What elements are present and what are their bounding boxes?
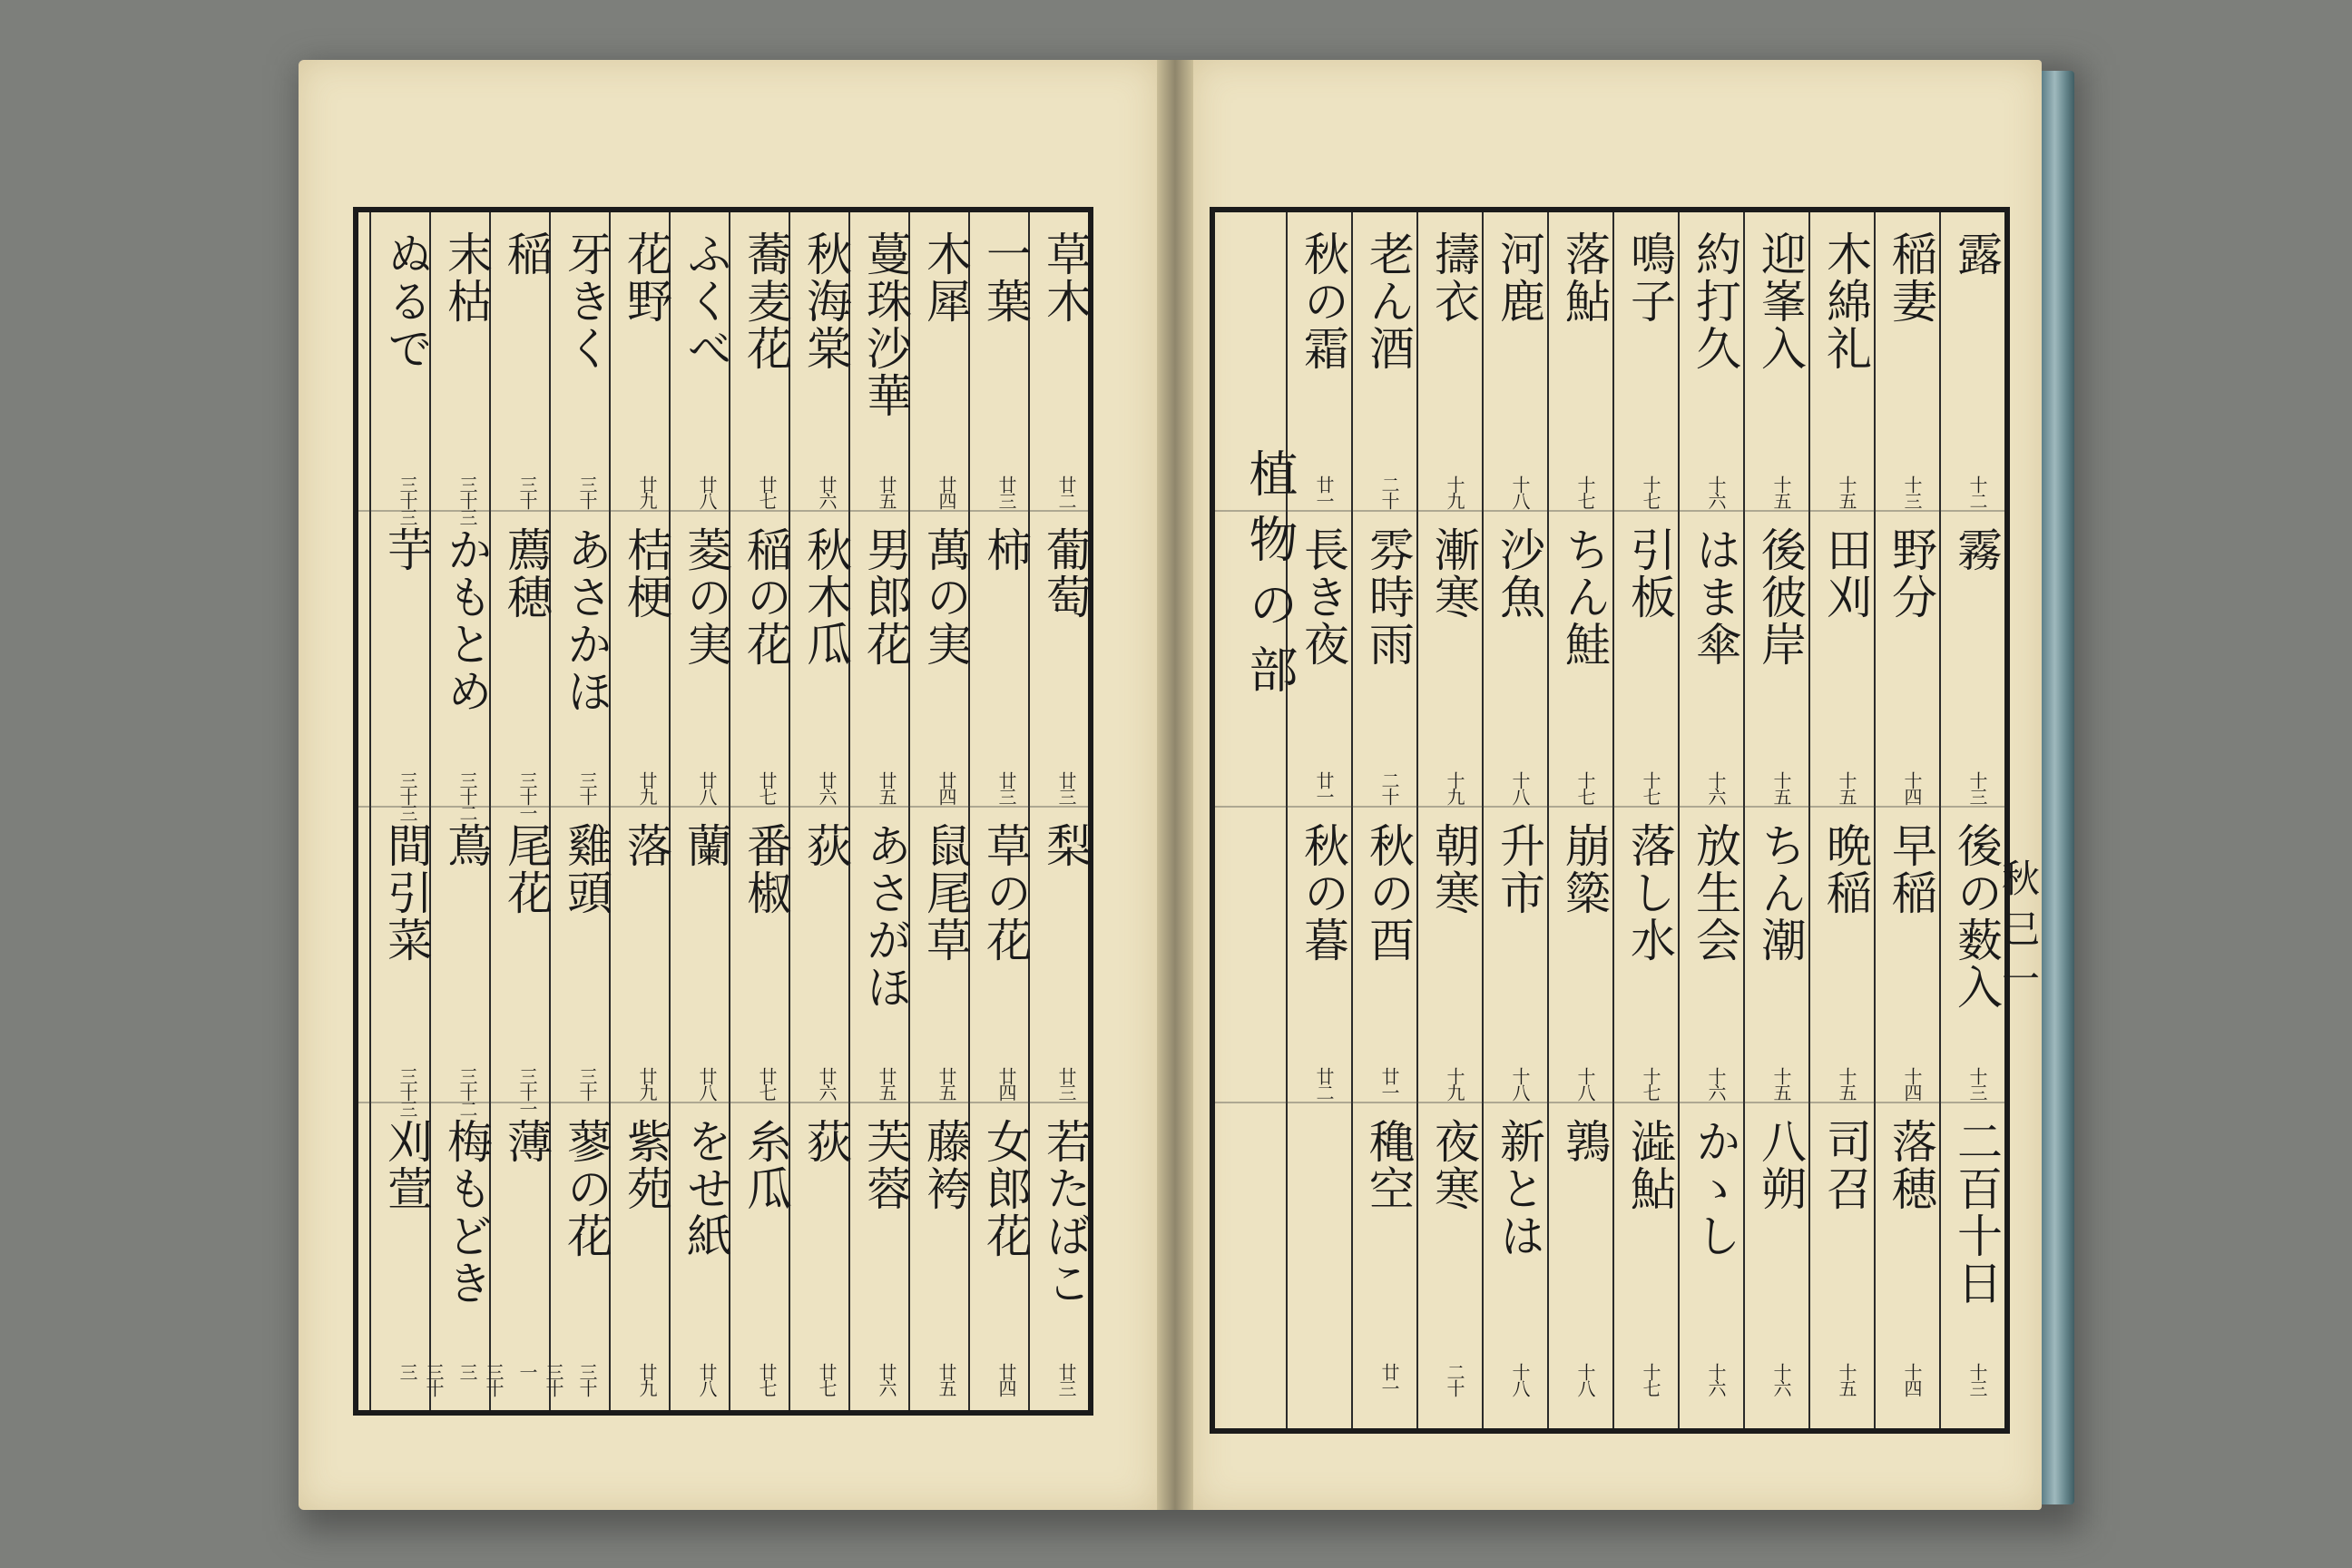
index-entry: 野分 bbox=[1885, 526, 1937, 621]
index-page-number: 十八 bbox=[1509, 475, 1531, 508]
index-page-number: 廿九 bbox=[636, 475, 658, 508]
index-page-number: 三十三 bbox=[397, 1363, 445, 1396]
index-entry: 放生会 bbox=[1689, 822, 1741, 964]
index-entry: 芙蓉 bbox=[859, 1118, 912, 1212]
index-entry: 落し水 bbox=[1623, 822, 1676, 964]
index-page-number: 十七 bbox=[1640, 1067, 1661, 1100]
index-column bbox=[1416, 212, 1484, 1428]
index-entry: 桔梗 bbox=[620, 526, 672, 621]
index-page-number: 三十一 bbox=[516, 1363, 564, 1396]
index-page-number: 廿八 bbox=[696, 771, 718, 804]
index-entry: 女郎花 bbox=[979, 1118, 1032, 1259]
index-column bbox=[908, 212, 970, 1410]
index-page-number: 十八 bbox=[1574, 1067, 1596, 1100]
index-page-number: 三十三 bbox=[397, 475, 418, 524]
index-entry: あさかほ bbox=[560, 526, 612, 715]
index-entry: 牙きく bbox=[560, 230, 612, 372]
index-entry: 司召 bbox=[1819, 1118, 1872, 1212]
index-column bbox=[669, 212, 730, 1410]
index-page-number: 十五 bbox=[1836, 1067, 1857, 1100]
index-column bbox=[1482, 212, 1549, 1428]
index-page-number: 十六 bbox=[1770, 1363, 1792, 1396]
index-page-number: 廿二 bbox=[1313, 1067, 1335, 1100]
index-entry: 秋木瓜 bbox=[799, 526, 852, 668]
book-cover-edge bbox=[2042, 71, 2074, 1504]
index-column bbox=[1028, 212, 1090, 1410]
index-page-number: 廿八 bbox=[696, 475, 718, 508]
index-entry: 沙魚 bbox=[1493, 526, 1545, 621]
left-page-frame bbox=[353, 207, 1093, 1416]
index-page-number: 廿六 bbox=[816, 1067, 838, 1100]
index-entry: 霧 bbox=[1950, 526, 2003, 573]
index-entry: 漸寒 bbox=[1427, 526, 1480, 621]
index-entry: 鼠尾草 bbox=[919, 822, 972, 964]
index-page-number: 三十三 bbox=[456, 475, 478, 524]
index-page-number: 三十一 bbox=[516, 1067, 538, 1116]
index-page-number: 廿三 bbox=[1055, 1363, 1077, 1396]
index-column bbox=[1351, 212, 1418, 1428]
open-book bbox=[286, 53, 2075, 1523]
index-page-number: 廿三 bbox=[995, 475, 1017, 508]
index-page-number: 廿九 bbox=[636, 1067, 658, 1100]
index-entry: 八朔 bbox=[1754, 1118, 1807, 1212]
index-page-number: 廿八 bbox=[696, 1363, 718, 1396]
index-entry: 二百十日 bbox=[1950, 1118, 2003, 1307]
index-entry: 河鹿 bbox=[1493, 230, 1545, 325]
index-page-number: 廿二 bbox=[1055, 475, 1077, 508]
book-gutter bbox=[1157, 60, 1193, 1510]
index-entry: 番椒 bbox=[740, 822, 792, 916]
index-entry: 尾花 bbox=[500, 822, 553, 916]
index-page-number: 廿五 bbox=[876, 1067, 897, 1100]
index-entry: 擣衣 bbox=[1427, 230, 1480, 325]
index-entry: 朝寒 bbox=[1427, 822, 1480, 916]
index-page-number: 十五 bbox=[1770, 771, 1792, 804]
index-entry: 木犀 bbox=[919, 230, 972, 325]
index-entry: 鳴子 bbox=[1623, 230, 1676, 325]
index-page-number: 廿五 bbox=[876, 771, 897, 804]
index-page-number: 十七 bbox=[1574, 475, 1596, 508]
index-entry: 引板 bbox=[1623, 526, 1676, 621]
right-page bbox=[1193, 60, 2042, 1510]
index-entry: 芋 bbox=[380, 526, 433, 573]
index-page-number: 三十三 bbox=[397, 771, 418, 820]
index-entry: 秋の霜 bbox=[1297, 230, 1349, 372]
index-page-number: 十七 bbox=[1640, 771, 1661, 804]
index-entry: をせ紙 bbox=[680, 1118, 732, 1259]
index-entry: 末枯 bbox=[440, 230, 493, 325]
tier-rule bbox=[1215, 510, 2004, 512]
tier-rule bbox=[1215, 1102, 2004, 1103]
index-page-number: 廿三 bbox=[1055, 771, 1077, 804]
index-column bbox=[1286, 212, 1353, 1428]
index-entry: 落穂 bbox=[1885, 1118, 1937, 1212]
index-entry: 荻 bbox=[799, 822, 852, 869]
index-page-number: 十六 bbox=[1705, 475, 1727, 508]
index-entry: 柿 bbox=[979, 526, 1032, 573]
index-page-number: 廿四 bbox=[995, 1067, 1017, 1100]
index-entry: ぬるで bbox=[380, 230, 433, 372]
index-entry: ちん潮 bbox=[1754, 822, 1807, 964]
index-entry: 秋の暮 bbox=[1297, 822, 1349, 964]
index-entry: 刈萱 bbox=[380, 1118, 433, 1212]
index-entry: 一葉 bbox=[979, 230, 1032, 325]
index-entry: 早稲 bbox=[1885, 822, 1937, 916]
index-page-number: 廿八 bbox=[696, 1067, 718, 1100]
index-entry: 澁鮎 bbox=[1623, 1118, 1676, 1212]
index-page-number: 三十三 bbox=[456, 1363, 505, 1396]
index-page-number: 十六 bbox=[1705, 1363, 1727, 1396]
index-entry: 糸瓜 bbox=[740, 1118, 792, 1212]
index-page-number: 廿六 bbox=[816, 771, 838, 804]
index-page-number: 十九 bbox=[1444, 771, 1465, 804]
index-page-number: 廿七 bbox=[756, 1067, 778, 1100]
index-page-number: 廿一 bbox=[1378, 1363, 1400, 1396]
index-page-number: 廿七 bbox=[756, 475, 778, 508]
index-page-number: 廿七 bbox=[816, 1363, 838, 1396]
index-page-number: 十八 bbox=[1509, 1363, 1531, 1396]
index-page-number: 廿九 bbox=[636, 771, 658, 804]
index-column bbox=[489, 212, 564, 1410]
index-page-number: 廿九 bbox=[636, 1363, 658, 1396]
index-entry: 約打久 bbox=[1689, 230, 1741, 372]
index-entry: かもとめ bbox=[440, 526, 493, 715]
index-page-number: 十六 bbox=[1705, 771, 1727, 804]
index-entry: ふくべ bbox=[680, 230, 732, 372]
index-entry: 雰時雨 bbox=[1362, 526, 1415, 668]
index-page-number: 十五 bbox=[1836, 771, 1857, 804]
index-entry: 藤袴 bbox=[919, 1118, 972, 1212]
index-entry: 蘭 bbox=[680, 822, 732, 869]
index-page-number: 廿六 bbox=[876, 1363, 897, 1396]
index-page-number: 二十 bbox=[1378, 771, 1400, 804]
index-entry: 稲妻 bbox=[1885, 230, 1937, 325]
index-page-number: 十三 bbox=[1966, 1363, 1988, 1396]
page-margin-label: 秋 巳 一 bbox=[1996, 858, 2041, 997]
index-page-number: 三十一 bbox=[516, 771, 538, 820]
index-entry: 薄 bbox=[500, 1118, 553, 1165]
index-page-number: 十四 bbox=[1901, 1363, 1923, 1396]
index-entry: 升市 bbox=[1493, 822, 1545, 916]
tier-rule bbox=[1215, 806, 2004, 808]
index-entry: 薦穂 bbox=[500, 526, 553, 621]
index-column bbox=[1678, 212, 1745, 1428]
index-page-number: 十九 bbox=[1444, 1067, 1465, 1100]
index-page-number: 三十三 bbox=[397, 1067, 418, 1116]
index-entry: 荻 bbox=[799, 1118, 852, 1165]
index-column bbox=[609, 212, 671, 1410]
tier-rule bbox=[358, 806, 1088, 808]
index-page-number: 十七 bbox=[1640, 475, 1661, 508]
index-entry: 晩稲 bbox=[1819, 822, 1872, 916]
index-page-number: 三十 bbox=[576, 1067, 598, 1100]
index-entry: 稲 bbox=[500, 230, 553, 278]
index-page-number: 廿一 bbox=[1313, 771, 1335, 804]
index-page-number: 廿四 bbox=[936, 771, 957, 804]
index-page-number: 二十 bbox=[1378, 475, 1400, 508]
index-entry: ちん鮭 bbox=[1558, 526, 1611, 668]
index-page-number: 十五 bbox=[1836, 1363, 1857, 1396]
index-entry: 田刈 bbox=[1819, 526, 1872, 621]
index-page-number: 十五 bbox=[1770, 1067, 1792, 1100]
index-page-number: 廿五 bbox=[936, 1363, 957, 1396]
index-entry: 夜寒 bbox=[1427, 1118, 1480, 1212]
index-entry: 蕎麦花 bbox=[740, 230, 792, 372]
index-entry: 雞頭 bbox=[560, 822, 612, 916]
index-entry: 崩簗 bbox=[1558, 822, 1611, 916]
index-page-number: 十四 bbox=[1901, 1067, 1923, 1100]
index-page-number: 廿六 bbox=[816, 475, 838, 508]
index-entry: 木綿礼 bbox=[1819, 230, 1872, 372]
index-entry: 新とは bbox=[1493, 1118, 1545, 1259]
index-column bbox=[369, 212, 445, 1410]
index-entry: 萬の実 bbox=[919, 526, 972, 668]
index-column bbox=[1808, 212, 1876, 1428]
index-page-number: 十七 bbox=[1640, 1363, 1661, 1396]
index-entry: 梅もどき bbox=[440, 1118, 493, 1307]
index-entry: 蔓珠沙華 bbox=[859, 230, 912, 419]
index-page-number: 十九 bbox=[1444, 475, 1465, 508]
index-entry: 間引菜 bbox=[380, 822, 433, 964]
index-page-number: 十八 bbox=[1509, 771, 1531, 804]
index-column bbox=[848, 212, 910, 1410]
index-entry: 老ん酒 bbox=[1362, 230, 1415, 372]
section-title: 植物の部 bbox=[1241, 448, 1298, 710]
index-page-number: 廿四 bbox=[995, 1363, 1017, 1396]
right-page-frame bbox=[1210, 207, 2010, 1434]
index-page-number: 廿五 bbox=[936, 1067, 957, 1100]
index-page-number: 廿五 bbox=[876, 475, 897, 508]
index-page-number: 三十二 bbox=[456, 771, 478, 820]
index-entry: 後彼岸 bbox=[1754, 526, 1807, 668]
index-column bbox=[429, 212, 505, 1410]
index-page-number: 廿四 bbox=[936, 475, 957, 508]
index-entry: あさがほ bbox=[859, 822, 912, 1011]
index-page-number: 十四 bbox=[1901, 771, 1923, 804]
index-page-number: 廿七 bbox=[756, 1363, 778, 1396]
index-column bbox=[549, 212, 611, 1410]
index-page-number: 十三 bbox=[1966, 1067, 1988, 1100]
tier-rule bbox=[358, 1102, 1088, 1103]
index-entry: 後の薮入 bbox=[1950, 822, 2003, 1011]
index-page-number: 三十 bbox=[576, 771, 598, 804]
index-column bbox=[729, 212, 790, 1410]
index-entry: 露 bbox=[1950, 230, 2003, 278]
index-entry: 穐空 bbox=[1362, 1118, 1415, 1212]
index-page-number: 三十 bbox=[516, 475, 538, 508]
index-page-number: 十三 bbox=[1966, 771, 1988, 804]
tier-rule bbox=[358, 510, 1088, 512]
index-entry: 花野 bbox=[620, 230, 672, 325]
index-entry: 蓼の花 bbox=[560, 1118, 612, 1259]
index-page-number: 廿三 bbox=[1055, 1067, 1077, 1100]
index-page-number: 十七 bbox=[1574, 771, 1596, 804]
index-page-number: 廿七 bbox=[756, 771, 778, 804]
index-page-number: 十二 bbox=[1966, 475, 1988, 508]
index-column bbox=[1743, 212, 1810, 1428]
index-page-number: 十三 bbox=[1901, 475, 1923, 508]
index-page-number: 二十 bbox=[1444, 1363, 1465, 1396]
index-column bbox=[968, 212, 1030, 1410]
index-entry: 葡萄 bbox=[1039, 526, 1092, 621]
index-entry: 若たばこ bbox=[1039, 1118, 1092, 1307]
index-entry: 男郎花 bbox=[859, 526, 912, 668]
left-page bbox=[299, 60, 1157, 1510]
index-page-number: 十八 bbox=[1509, 1067, 1531, 1100]
index-entry: 菱の実 bbox=[680, 526, 732, 668]
index-page-number: 十五 bbox=[1770, 475, 1792, 508]
index-page-number: 十八 bbox=[1574, 1363, 1596, 1396]
index-entry: 草木 bbox=[1039, 230, 1092, 325]
index-page-number: 三十二 bbox=[456, 1067, 478, 1116]
index-column bbox=[789, 212, 850, 1410]
index-entry: かゝし bbox=[1689, 1118, 1741, 1259]
index-page-number: 廿一 bbox=[1313, 475, 1335, 508]
index-entry: はま傘 bbox=[1689, 526, 1741, 668]
index-page-number: 廿三 bbox=[995, 771, 1017, 804]
index-entry: 秋海棠 bbox=[799, 230, 852, 372]
index-column bbox=[1939, 212, 2006, 1428]
index-entry: 紫苑 bbox=[620, 1118, 672, 1212]
index-entry: 稲の花 bbox=[740, 526, 792, 668]
index-entry: 梨 bbox=[1039, 822, 1092, 869]
index-page-number: 十六 bbox=[1705, 1067, 1727, 1100]
index-column bbox=[1612, 212, 1680, 1428]
index-page-number: 三十 bbox=[576, 1363, 598, 1396]
index-entry: 落鮎 bbox=[1558, 230, 1611, 325]
index-entry: 鶉 bbox=[1558, 1118, 1611, 1165]
index-entry: 長き夜 bbox=[1297, 526, 1349, 668]
index-column bbox=[1547, 212, 1614, 1428]
index-entry: 草の花 bbox=[979, 822, 1032, 964]
index-entry: 秋の酉 bbox=[1362, 822, 1415, 964]
index-entry: 迎峯入 bbox=[1754, 230, 1807, 372]
index-column bbox=[1874, 212, 1941, 1428]
index-page-number: 三十 bbox=[576, 475, 598, 508]
index-entry: 落 bbox=[620, 822, 672, 869]
index-page-number: 廿一 bbox=[1378, 1067, 1400, 1100]
index-page-number: 十五 bbox=[1836, 475, 1857, 508]
index-entry: 蔦 bbox=[440, 822, 493, 869]
